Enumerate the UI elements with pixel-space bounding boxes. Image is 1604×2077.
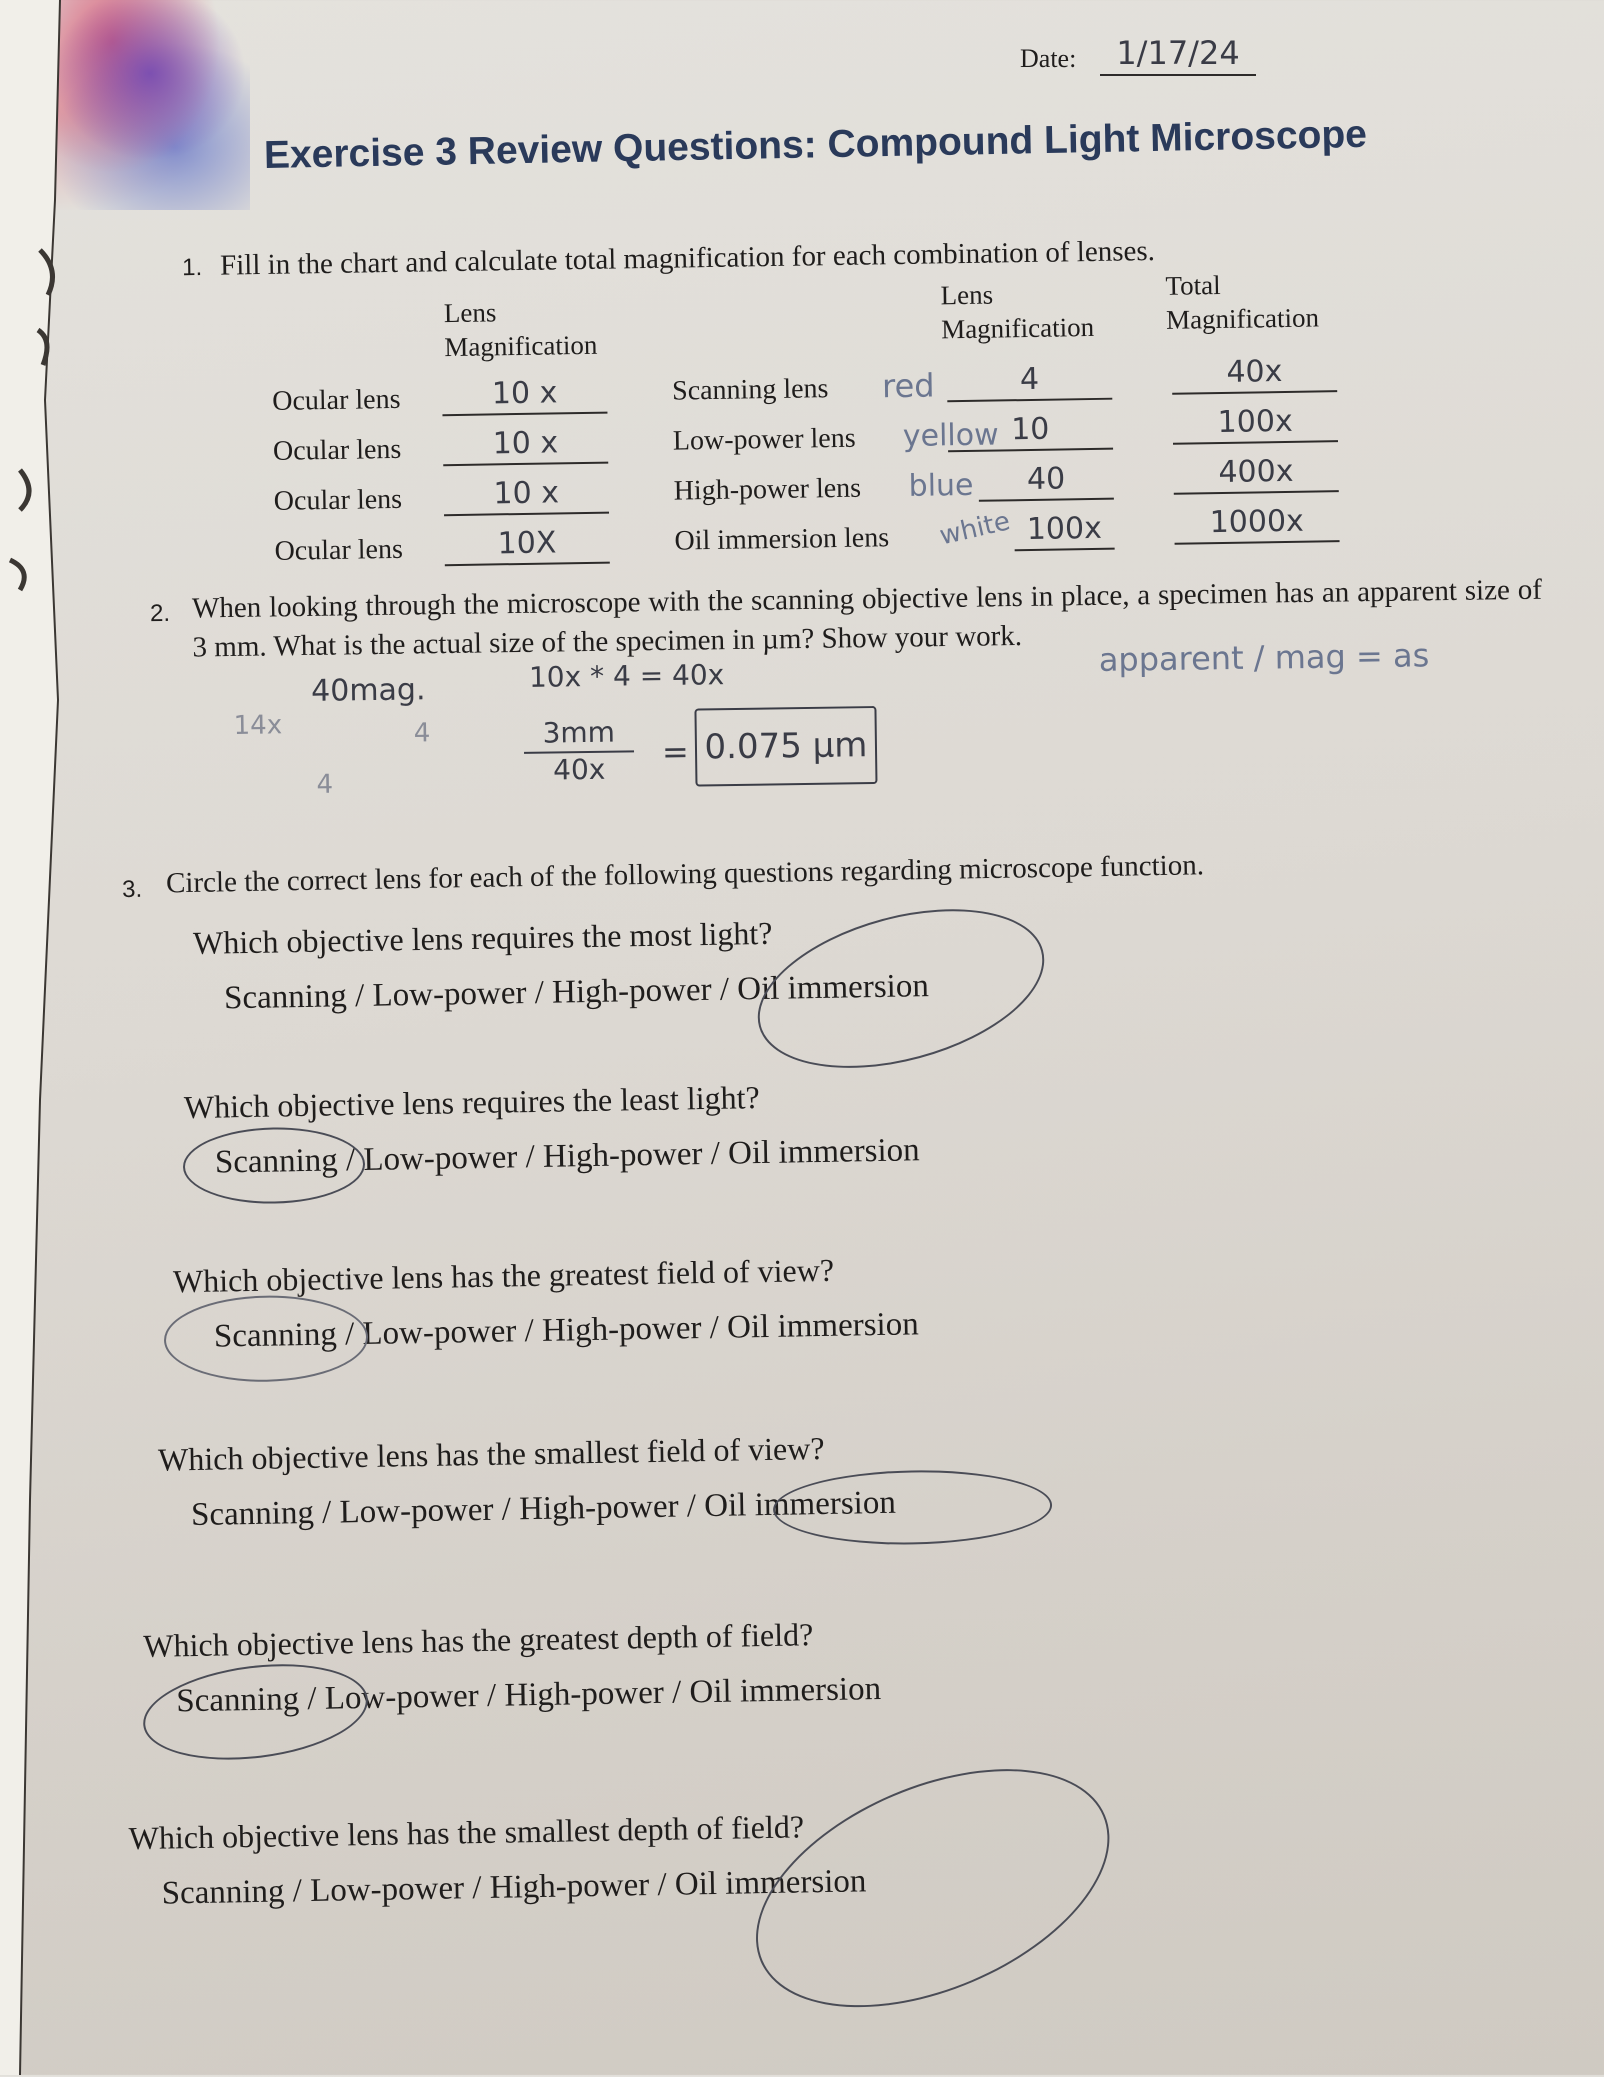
col-header-ocular-mag: Lens Magnification — [443, 297, 598, 363]
q3-item-3-question: Which objective lens has the greatest field of view? — [172, 1251, 835, 1300]
q2-scratch-1: 14x — [233, 710, 283, 741]
row-3-ocular-mag: 10 x — [493, 475, 560, 512]
q3-item-2-options: Scanning / Low-power / High-power / Oil immersion — [214, 1132, 920, 1181]
q3-item-3-circle — [163, 1294, 368, 1384]
q3-item-4-circle — [772, 1468, 1052, 1547]
row-1-objective-mag: 4 — [1019, 361, 1040, 398]
row-4-total: 1000x — [1209, 503, 1305, 541]
col-header-objective-mag: Lens Magnification — [940, 279, 1095, 345]
q3-item-5-circle — [138, 1653, 374, 1772]
row-1-objective-label: Scanning lens — [671, 373, 829, 407]
q3-item-1-question: Which objective lens requires the most light? — [192, 914, 773, 961]
row-3-color-note: blue — [908, 467, 974, 504]
row-1-total: 40x — [1226, 354, 1283, 390]
q2-prompt: When looking through the microscope with the scanning objective lens in place, a specimen has an apparent size of 3 mm. What is the actual size of the specimen in µm? Show your work. — [191, 573, 1543, 664]
date-value: 1/17/24 — [1116, 34, 1240, 72]
q3-item-6-circle — [721, 1721, 1145, 2055]
q2-scratch-3: 4 — [316, 769, 334, 800]
q3-item-2-circle — [182, 1126, 365, 1205]
row-3-total: 400x — [1218, 453, 1294, 491]
q2-equals: = — [661, 732, 690, 772]
row-1-ocular-label: Ocular lens — [271, 383, 401, 417]
row-2-total: 100x — [1217, 403, 1293, 441]
page-title: Exercise 3 Review Questions: Compound Light Microscope — [263, 112, 1368, 177]
q2-work-mag: 40mag. — [310, 672, 426, 709]
row-4-ocular-mag: 10X — [497, 525, 557, 562]
q3-item-5-options: Scanning / Low-power / High-power / Oil immersion — [176, 1671, 882, 1720]
q3-item-3-options: Scanning / Low-power / High-power / Oil immersion — [213, 1306, 919, 1355]
row-2-ocular-mag: 10 x — [492, 425, 559, 462]
col-header-total-mag: Total Magnification — [1165, 269, 1320, 335]
row-3-ocular-label: Ocular lens — [273, 483, 403, 517]
q2-fraction-numerator: 3mm — [524, 715, 635, 754]
row-2-ocular-label: Ocular lens — [272, 433, 402, 467]
q2-work-formula: apparent / mag = as — [1098, 636, 1430, 679]
row-3-objective-mag: 40 — [1026, 461, 1066, 498]
q3-number: 3. — [121, 875, 143, 904]
q2-scratch-2: 4 — [413, 718, 431, 749]
q3-item-6-options: Scanning / Low-power / High-power / Oil immersion — [161, 1863, 867, 1912]
date-label: Date: — [1020, 44, 1077, 73]
q3-prompt: Circle the correct lens for each of the following questions regarding microscope function. — [165, 849, 1205, 900]
q3-item-2-question: Which objective lens requires the least light? — [183, 1079, 760, 1126]
row-2-objective-label: Low-power lens — [672, 422, 856, 457]
row-1-ocular-mag: 10 x — [491, 375, 558, 412]
q2-number: 2. — [149, 599, 171, 628]
q1-prompt: Fill in the chart and calculate total magnification for each combination of lenses. — [219, 235, 1156, 282]
q3-item-4-options: Scanning / Low-power / High-power / Oil immersion — [190, 1484, 897, 1534]
q2-answer-box: 0.075 µm — [694, 706, 877, 787]
row-2-color-note: yellow — [902, 417, 999, 454]
row-1-color-note: red — [881, 366, 935, 406]
row-3-objective-label: High-power lens — [673, 472, 862, 507]
q3-item-4-question: Which objective lens has the smallest field of view? — [157, 1429, 825, 1478]
q3-item-5-question: Which objective lens has the greatest depth of field? — [143, 1616, 814, 1664]
q3-item-1-options: Scanning / Low-power / High-power / Oil immersion — [223, 968, 930, 1017]
row-4-objective-label: Oil immersion lens — [674, 522, 890, 557]
row-4-objective-mag: 100x — [1026, 510, 1103, 548]
q3-item-6-question: Which objective lens has the smallest depth of field? — [128, 1808, 805, 1857]
q2-work-calc: 10x * 4 = 40x — [528, 658, 725, 694]
row-2-objective-mag: 10 — [1010, 411, 1050, 448]
q3-item-1-circle — [740, 881, 1061, 1096]
row-4-ocular-label: Ocular lens — [274, 533, 404, 567]
row-4-color-note: white — [936, 506, 1013, 552]
q1-number: 1. — [181, 253, 203, 282]
q2-fraction-denominator: 40x — [552, 752, 606, 787]
